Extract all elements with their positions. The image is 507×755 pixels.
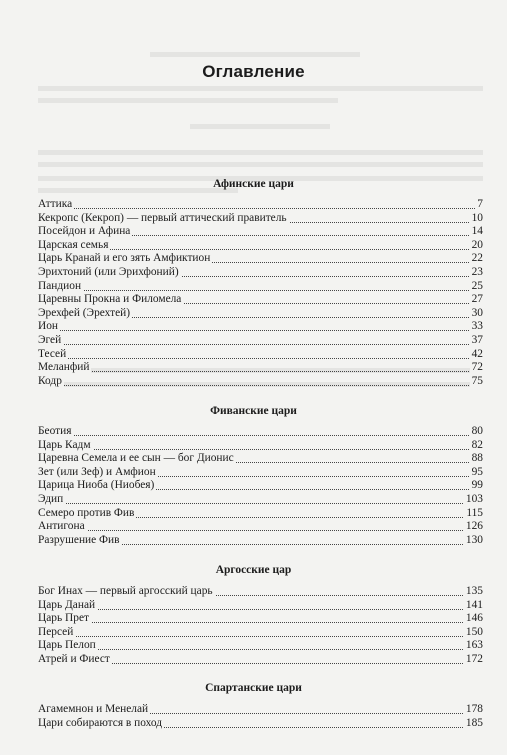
toc-entry[interactable] xyxy=(38,626,483,639)
entry-page: 30 xyxy=(471,306,483,319)
leader-dots xyxy=(38,385,483,386)
entry-title: Зет (или Зеф) и Амфион xyxy=(38,465,156,478)
entry-page: 146 xyxy=(465,612,483,625)
leader-dots xyxy=(38,358,483,359)
entry-title: Кекропс (Кекроп) — первый аттический правитель xyxy=(38,211,287,224)
leader-dots xyxy=(38,609,483,610)
toc-entry[interactable] xyxy=(38,348,483,361)
entry-page: 27 xyxy=(471,293,483,306)
entry-page: 75 xyxy=(471,374,483,387)
toc-entry[interactable] xyxy=(38,585,483,598)
entry-title: Царь Кадм xyxy=(38,438,91,451)
toc-entry[interactable] xyxy=(38,439,483,452)
entry-title: Антигона xyxy=(38,520,85,533)
entry-page: 130 xyxy=(465,533,483,546)
toc-entry[interactable] xyxy=(38,425,483,438)
entry-title: Царь Пелоп xyxy=(38,639,96,652)
entry-title: Царевны Прокна и Филомела xyxy=(38,293,182,306)
toc-entry[interactable] xyxy=(38,520,483,533)
entry-title: Персей xyxy=(38,625,74,638)
entry-title: Атрей и Фиест xyxy=(38,653,110,665)
entry-page: 72 xyxy=(471,361,483,374)
leader-dots xyxy=(38,435,483,436)
toc-entry[interactable] xyxy=(38,534,483,547)
entry-title: Пандион xyxy=(38,279,82,292)
toc-entry[interactable] xyxy=(38,703,483,716)
toc-entry[interactable] xyxy=(38,334,483,347)
page-title: Оглавление xyxy=(202,62,305,81)
entry-page: 82 xyxy=(471,438,483,451)
entry-page: 135 xyxy=(465,585,483,597)
entry-title: Бог Инах — первый аргосский царь xyxy=(38,585,213,597)
leader-dots xyxy=(38,449,483,450)
entry-page: 23 xyxy=(471,266,483,278)
entry-title: Беотия xyxy=(38,425,72,437)
leader-dots xyxy=(38,649,483,650)
entry-title: Ион xyxy=(38,320,59,333)
toc-entry[interactable] xyxy=(38,507,483,520)
toc-entry[interactable] xyxy=(38,653,483,666)
leader-dots xyxy=(38,530,483,531)
entry-title: Цари собираются в поход xyxy=(38,717,163,729)
toc-entry[interactable] xyxy=(38,293,483,306)
entry-title: Царь Прет xyxy=(38,612,89,625)
entry-page: 37 xyxy=(471,334,483,346)
toc-entry[interactable] xyxy=(38,375,483,388)
section-heading: Спартанские цари xyxy=(205,682,302,694)
leader-dots xyxy=(38,622,483,623)
entry-page: 172 xyxy=(465,653,483,665)
entry-page: 95 xyxy=(471,465,483,478)
entry-title: Эгей xyxy=(38,334,62,346)
toc-entry[interactable] xyxy=(38,212,483,225)
entry-title: Эрехфей (Эрехтей) xyxy=(38,306,131,319)
entry-title: Тесей xyxy=(38,347,67,360)
leader-dots xyxy=(38,290,483,291)
entry-page: 14 xyxy=(471,225,483,238)
leader-dots xyxy=(38,636,483,637)
toc-entry[interactable] xyxy=(38,307,483,320)
entry-page: 10 xyxy=(471,211,483,224)
toc-entry[interactable] xyxy=(38,252,483,265)
entry-page: 126 xyxy=(465,520,483,533)
toc-entry[interactable] xyxy=(38,599,483,612)
entry-title: Эдип xyxy=(38,493,64,505)
toc-entry[interactable] xyxy=(38,452,483,465)
entry-page: 25 xyxy=(471,279,483,292)
entry-page: 150 xyxy=(465,625,483,638)
entry-page: 22 xyxy=(471,252,483,265)
entry-title: Царевна Семела и ее сын — бог Дионис xyxy=(38,452,234,465)
section-heading: Аргосские цар xyxy=(215,564,292,576)
section-heading: Афинские цари xyxy=(213,178,294,190)
entry-page: 103 xyxy=(465,493,483,505)
leader-dots xyxy=(38,330,483,331)
toc-entry[interactable] xyxy=(38,320,483,333)
entry-title: Разрушение Фив xyxy=(38,533,120,546)
entry-page: 141 xyxy=(465,598,483,611)
toc-entry[interactable] xyxy=(38,639,483,652)
entry-title: Посейдон и Афина xyxy=(38,225,131,238)
toc-entry[interactable] xyxy=(38,466,483,479)
entry-title: Царь Кранай и его зять Амфиктион xyxy=(38,252,211,265)
entry-page: 42 xyxy=(471,347,483,360)
entry-page: 163 xyxy=(465,639,483,652)
leader-dots xyxy=(38,503,483,504)
leader-dots xyxy=(38,371,483,372)
entry-page: 115 xyxy=(466,506,483,519)
entry-page: 33 xyxy=(471,320,483,333)
entry-title: Меланфий xyxy=(38,361,90,374)
entry-page: 7 xyxy=(477,198,483,210)
toc-entry[interactable] xyxy=(38,239,483,252)
entry-title: Семеро против Фив xyxy=(38,506,135,519)
entry-page: 20 xyxy=(471,238,483,251)
leader-dots xyxy=(38,344,483,345)
entry-page: 80 xyxy=(471,425,483,437)
entry-page: 178 xyxy=(465,703,483,715)
entry-page: 185 xyxy=(465,717,483,729)
entry-title: Царь Данай xyxy=(38,598,96,611)
toc-entry[interactable] xyxy=(38,198,483,211)
entry-title: Агамемнон и Менелай xyxy=(38,703,149,715)
leader-dots xyxy=(38,208,483,209)
toc-entry[interactable] xyxy=(38,612,483,625)
entry-title: Царица Ниоба (Ниобея) xyxy=(38,479,155,492)
toc-entry[interactable] xyxy=(38,225,483,238)
entry-title: Царская семья xyxy=(38,238,109,251)
entry-page: 88 xyxy=(471,452,483,465)
toc-entry[interactable] xyxy=(38,361,483,374)
toc-entry[interactable] xyxy=(38,479,483,492)
toc-entry[interactable] xyxy=(38,493,483,506)
toc-entry[interactable] xyxy=(38,280,483,293)
toc-entry[interactable] xyxy=(38,266,483,279)
section-heading: Фиванские цари xyxy=(210,405,297,417)
entry-page: 99 xyxy=(471,479,483,492)
entry-title: Кодр xyxy=(38,374,62,387)
toc-entry[interactable] xyxy=(38,717,483,730)
entry-title: Эрихтоний (или Эрихфоний) xyxy=(38,266,179,278)
entry-title: Аттика xyxy=(38,198,73,210)
